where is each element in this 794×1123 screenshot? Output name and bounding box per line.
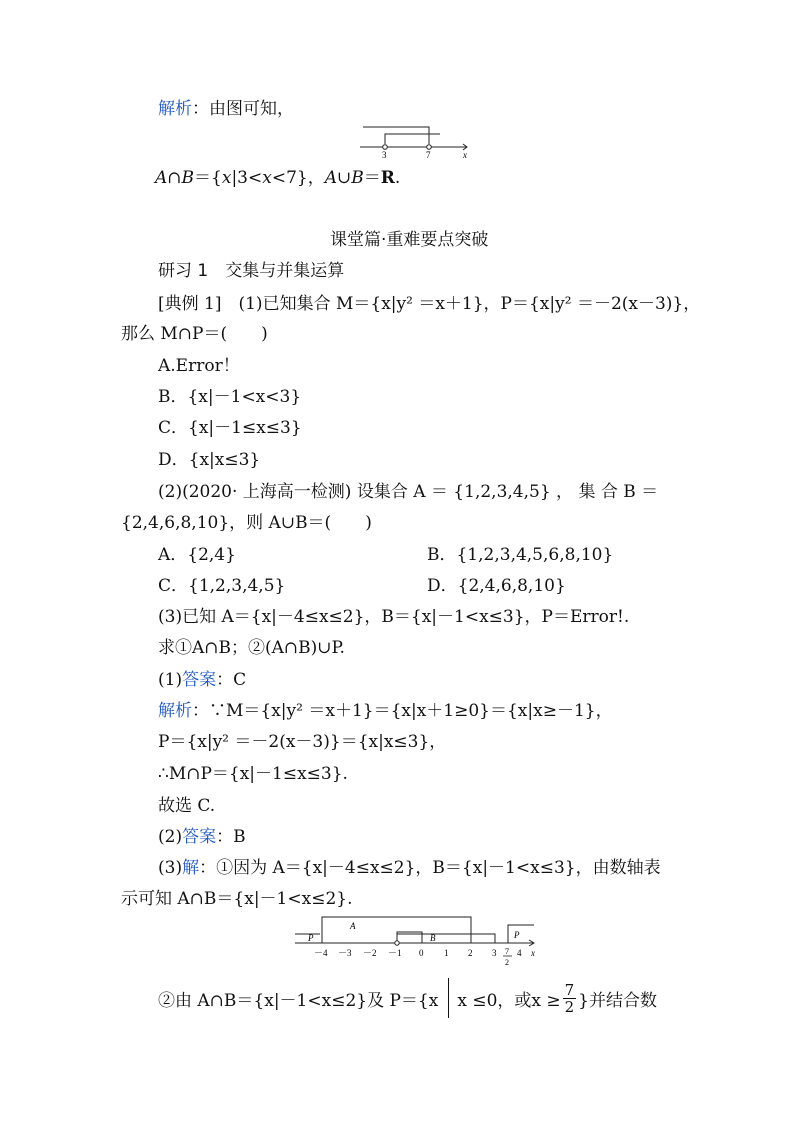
line-text-pre: ②由 A∩B＝{x|－1<x≤2}及 P＝{x [158, 990, 439, 1011]
var-x: x [262, 168, 272, 188]
line-text-mid: x ≤0，或x ≥ [457, 990, 561, 1011]
line-text-post: }并结合数 [578, 990, 657, 1011]
answer-value: ：B [216, 827, 246, 847]
set-b: B [181, 168, 195, 188]
number-line-figure-2 [290, 912, 546, 970]
interval-label-a: A [350, 921, 356, 931]
tick-label-frac-den: 2 [505, 958, 509, 967]
set-a: A [324, 168, 338, 188]
cond-mid: |3< [231, 168, 263, 188]
answer-2 [158, 826, 246, 848]
set-a: A [155, 168, 168, 188]
example-2-line-2: {2,4,6,8,10}，则 A∪B＝( ) [121, 513, 372, 533]
solution-3-line-3 [158, 975, 657, 1021]
var-x: x [221, 168, 232, 188]
tick-label-7: 7 [426, 150, 431, 160]
equals: ＝{ [194, 168, 222, 188]
solution-3-line-1 [158, 857, 661, 879]
option-2-d: D．{2,4,6,8,10} [427, 576, 566, 596]
jiexi-label: 解析 [158, 99, 192, 119]
cup-symbol: ∪ [337, 168, 352, 188]
option-2-c: C．{1,2,3,4,5} [158, 576, 286, 596]
answer-value: ：C [216, 670, 247, 690]
tick-label-frac-num: 7 [505, 947, 509, 956]
fraction-numerator: 7 [564, 980, 575, 999]
section-title: 课堂篇·重难要点突破 [330, 230, 489, 250]
solution-text: ：①因为 A＝{x|－4≤x≤2}，B＝{x|－1<x≤3}，由数轴表 [199, 858, 661, 878]
tick-label-3: 3 [382, 150, 387, 160]
option-2-b: B．{1,2,3,4,5,6,8,10} [427, 545, 614, 565]
tick-label--3: －3 [338, 948, 352, 958]
fraction-denominator: 2 [564, 997, 575, 1016]
tick-label--1: －1 [388, 948, 402, 958]
option-1-d: D．{x|x≤3} [158, 450, 261, 470]
solution-1-line-2: P＝{x|y² ＝－2(x－3)}＝{x|x≤3}， [158, 732, 447, 752]
solution-3-line-2: 示可知 A∩B＝{x|－1<x≤2}. [121, 889, 353, 909]
fraction-seven-halves [563, 982, 577, 1015]
example-2-line-1: (2)(2020· 上海高一检测) 设集合 A ＝ {1,2,3,4,5} ， 集 合 B ＝ [158, 482, 659, 502]
answer-number: (1) [158, 670, 183, 690]
axis-var-x: x [463, 150, 467, 160]
set-b: B [351, 168, 364, 188]
line1-text: ：由图可知， [192, 99, 294, 119]
real-set-symbol: R [380, 168, 395, 188]
jiexi-label: 解析 [158, 701, 192, 721]
solution-line-1 [158, 98, 294, 120]
interval-label-b: B [430, 933, 436, 943]
interval-label-p-right: P [514, 930, 520, 940]
solution-line-2 [155, 167, 400, 189]
example-3-line-2: 求①A∩B；②(A∩B)∪P. [158, 638, 345, 658]
tick-label--4: －4 [314, 948, 328, 958]
cond-end: <7}， [271, 168, 325, 188]
axis-var-x: x [531, 948, 535, 958]
solution-1-line-4: 故选 C. [158, 796, 216, 816]
set-divider-bar [448, 978, 449, 1018]
period: . [394, 168, 401, 188]
example-1-line-2: 那么 M∩P＝( ) [121, 324, 268, 344]
answer-label: 答案 [182, 670, 217, 690]
tick-label--2: －2 [363, 948, 377, 958]
tick-label-2: 2 [468, 948, 473, 958]
tick-label-0: 0 [419, 948, 424, 958]
interval-label-p-left: P [308, 933, 314, 943]
answer-label: 答案 [182, 827, 217, 847]
study-title: 研习 1 交集与并集运算 [158, 261, 345, 281]
option-1-a: A.Error！ [158, 356, 240, 376]
jie-label: 解 [182, 858, 200, 878]
number-line-figure-1 [355, 124, 475, 160]
cap-symbol: ∩ [167, 168, 182, 188]
solution-text: ：∵M＝{x|y² ＝x＋1}＝{x|x＋1≥0}＝{x|x≥－1}， [192, 701, 613, 721]
option-1-b: B．{x|－1<x<3} [158, 387, 302, 407]
answer-1 [158, 669, 246, 691]
tick-label-1: 1 [444, 948, 449, 958]
equals: ＝ [363, 168, 381, 188]
solution-1-line-3: ∴M∩P＝{x|－1≤x≤3}. [158, 764, 348, 784]
answer-number: (2) [158, 827, 183, 847]
option-2-a: A．{2,4} [158, 545, 236, 565]
solution-number: (3) [158, 858, 183, 878]
example-3-line-1: (3)已知 A＝{x|－4≤x≤2}，B＝{x|－1<x≤3}，P＝Error!. [158, 607, 630, 627]
tick-label-4: 4 [517, 948, 522, 958]
example-1-line-1: [典例 1] (1)已知集合 M＝{x|y² ＝x＋1}，P＝{x|y² ＝－2(x－3)}， [158, 294, 701, 314]
option-1-c: C．{x|－1≤x≤3} [158, 418, 302, 438]
solution-1-line-1 [158, 700, 613, 722]
tick-label-3: 3 [492, 948, 497, 958]
